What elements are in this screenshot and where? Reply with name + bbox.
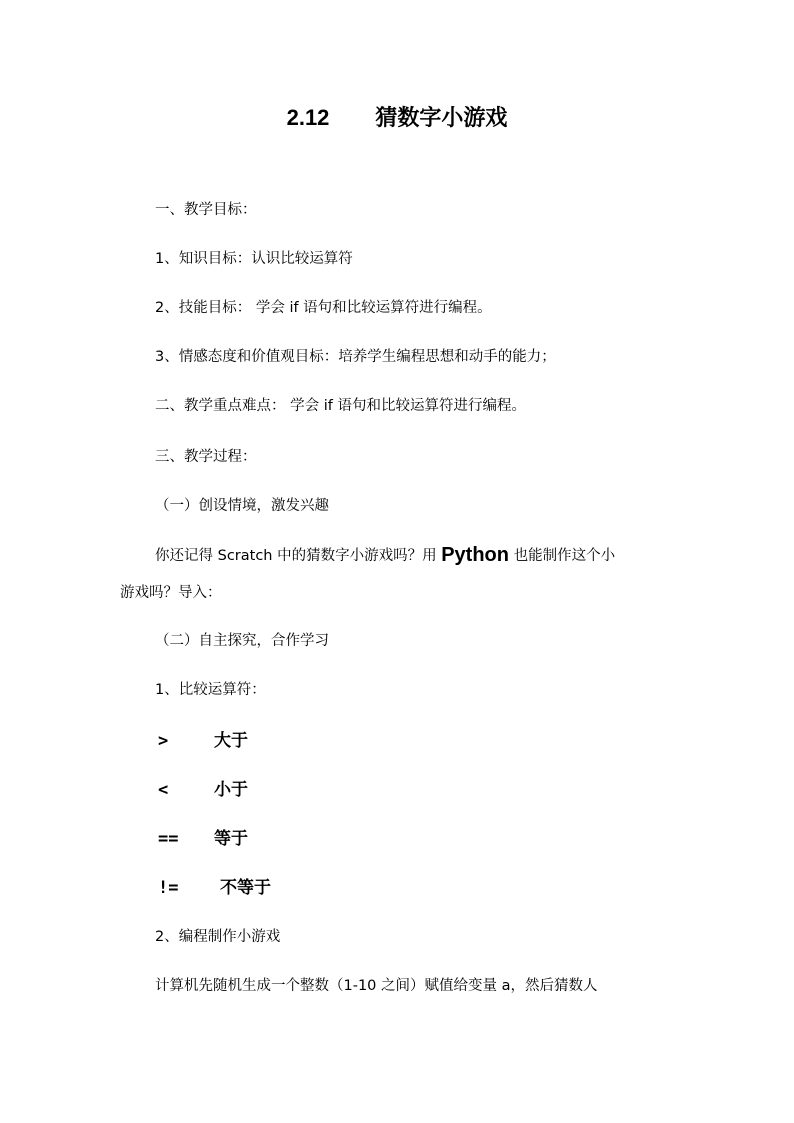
intro-paragraph-line-1 bbox=[155, 544, 615, 567]
operator-symbol: == bbox=[158, 829, 179, 849]
step-2-heading: （二）自主探究，合作学习 bbox=[155, 633, 329, 649]
title-number: 2.12 bbox=[286, 105, 330, 130]
operator-name: 等于 bbox=[214, 829, 248, 849]
program-description: 计算机先随机生成一个整数（1-10 之间）赋值给变量 a，然后猜数人 bbox=[155, 978, 598, 994]
compare-heading: 1、比较运算符： bbox=[155, 682, 266, 698]
objective-knowledge: 1、知识目标：认识比较运算符 bbox=[155, 251, 353, 267]
operator-symbol: < bbox=[158, 780, 169, 800]
title-text: 猜数字小游戏 bbox=[375, 106, 508, 131]
page-title bbox=[0, 100, 794, 137]
objective-skill: 2、技能目标： 学会 if 语句和比较运算符进行编程。 bbox=[155, 300, 492, 316]
key-points: 二、教学重点难点： 学会 if 语句和比较运算符进行编程。 bbox=[155, 398, 526, 414]
operator-name: 小于 bbox=[214, 780, 248, 800]
objective-attitude: 3、情感态度和价值观目标：培养学生编程思想和动手的能力； bbox=[155, 349, 556, 365]
step-1-heading: （一）创设情境，激发兴趣 bbox=[155, 498, 329, 514]
operator-symbol: > bbox=[158, 731, 169, 751]
operator-name: 大于 bbox=[214, 731, 248, 751]
intro-text-part-2: 也能制作这个小 bbox=[508, 548, 616, 564]
objectives-heading: 一、教学目标： bbox=[155, 202, 257, 218]
operator-name: 不等于 bbox=[220, 878, 271, 898]
intro-paragraph-line-2: 游戏吗？导入： bbox=[120, 585, 222, 601]
program-heading: 2、编程制作小游戏 bbox=[155, 929, 281, 945]
intro-text-part-1: 你还记得 Scratch 中的猜数字小游戏吗？用 bbox=[155, 548, 442, 564]
python-term: Python bbox=[441, 544, 509, 566]
operator-symbol: != bbox=[158, 878, 179, 898]
process-heading: 三、教学过程： bbox=[155, 449, 257, 465]
